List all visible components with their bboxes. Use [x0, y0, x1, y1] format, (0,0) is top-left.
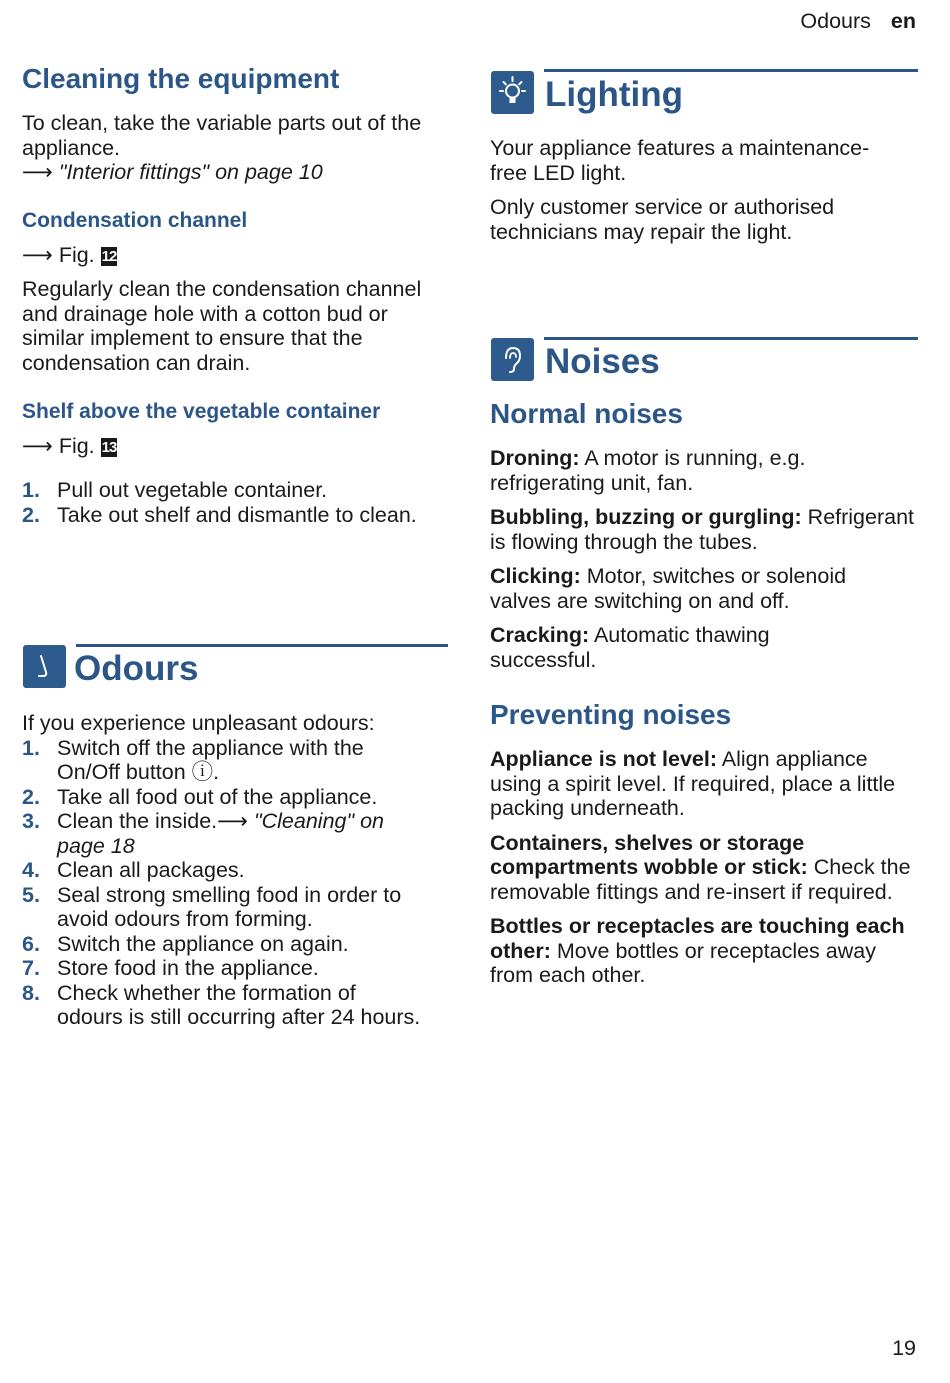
noise-label: Bubbling, buzzing or gurgling:: [490, 505, 802, 529]
step-text: Take all food out of the appliance.: [57, 784, 378, 809]
odours-title: Odours: [74, 649, 199, 688]
header-lang: en: [890, 9, 916, 33]
prevent-text: Align appliance using a spirit level. If required, place a little packing underneath.: [490, 747, 896, 820]
cleaning-ref-line[interactable]: [22, 160, 422, 185]
noises-rule: [544, 337, 918, 340]
step-number: 4.: [22, 858, 40, 882]
arrow-icon: ⟶: [22, 243, 53, 267]
arrow-icon: ⟶: [22, 434, 53, 458]
step-text: Pull out vegetable container.: [57, 478, 328, 502]
step-text: Switch the appliance on again.: [57, 931, 349, 956]
lighting-title: Lighting: [545, 75, 684, 114]
noise-item: [490, 505, 918, 554]
prevent-label: Containers, shelves or storage compartments wobble or stick:: [490, 830, 808, 879]
condensation-title: Condensation channel: [22, 209, 248, 232]
odours-steps: [22, 736, 447, 1030]
normal-noises-title: Normal noises: [490, 398, 683, 429]
list-item: [22, 883, 452, 932]
arrow-icon: ⟶: [22, 160, 53, 184]
normal-noises-body: [490, 446, 918, 682]
odours-body: [22, 711, 447, 1030]
step-number: 3.: [22, 809, 40, 833]
condensation-text: Regularly clean the condensation channel and drainage hole with a cotton bud or similar implement to ensure that the condensation can drain.: [22, 277, 422, 375]
arrow-icon: ⟶: [217, 809, 248, 833]
lighting-text-2: Only customer service or authorised technicians may repair the light.: [490, 195, 835, 244]
fig-label: Fig.: [58, 434, 95, 458]
step-number: 8.: [22, 980, 40, 1005]
list-item: [22, 981, 427, 1030]
list-item: [22, 809, 427, 858]
condensation-fig-ref[interactable]: [22, 243, 117, 268]
noise-item: [490, 564, 900, 613]
noise-text: Motor, switches or solenoid valves are switching on and off.: [490, 564, 847, 613]
step-text: Check whether the formation of odours is still occurring after 24 hours.: [57, 980, 421, 1029]
fig-label: Fig.: [58, 243, 95, 267]
step-text: Seal strong smelling food in order to avoid odours from forming.: [57, 882, 402, 931]
noise-item: [490, 446, 820, 495]
step-number: 1.: [22, 735, 40, 760]
prevent-label: Bottles or receptacles are touching each other:: [490, 914, 905, 963]
prevent-text: Move bottles or receptacles away from each other.: [490, 938, 876, 987]
noise-label: Droning:: [490, 446, 580, 470]
step-number: 2.: [22, 502, 40, 527]
odours-intro: If you experience unpleasant odours:: [22, 711, 375, 735]
step-text: Switch off the appliance with the On/Off button ⓘ.: [57, 735, 364, 784]
cleaning-intro-block: [22, 111, 422, 185]
step-text: Clean all packages.: [57, 858, 245, 882]
cleaning-ref-link[interactable]: "Cleaning" on page 18: [57, 809, 385, 858]
step-text: Store food in the appliance.: [57, 956, 319, 980]
list-item: [22, 785, 447, 810]
lighting-text-1: Your appliance features a maintenance-free LED light.: [490, 136, 870, 185]
list-item: [22, 478, 422, 503]
prevent-item: [490, 914, 915, 988]
step-number: 7.: [22, 956, 40, 980]
cleaning-title: Cleaning the equipment: [22, 63, 340, 94]
fig-number-badge: 12: [101, 248, 117, 265]
preventing-noises-body: [490, 747, 918, 998]
shelf-steps: [22, 478, 422, 527]
step-number: 1.: [22, 478, 40, 502]
lighting-rule: [544, 69, 918, 72]
list-item: [22, 736, 447, 785]
noise-text: Refrigerant is flowing through the tubes.: [490, 505, 915, 554]
header-section: Odours: [800, 9, 871, 33]
prevent-text: Check the removable fittings and re-insert if required.: [490, 855, 911, 904]
page-number: 19: [892, 1336, 916, 1360]
cleaning-intro: To clean, take the variable parts out of the appliance.: [22, 111, 422, 160]
shelf-fig-ref[interactable]: [22, 434, 117, 459]
prevent-label: Appliance is not level:: [490, 747, 717, 771]
lightbulb-icon: [491, 71, 534, 114]
fig-number-badge: 13: [101, 439, 117, 456]
odours-rule: [76, 644, 448, 647]
step-number: 6.: [22, 931, 40, 956]
step-text: Clean the inside.: [57, 809, 218, 833]
cleaning-ref-link[interactable]: "Interior fittings" on page 10: [58, 160, 323, 184]
noise-label: Cracking:: [490, 623, 590, 647]
prevent-item: [490, 747, 915, 821]
running-header: [800, 8, 916, 34]
step-text: Take out shelf and dismantle to clean.: [57, 502, 417, 527]
noise-label: Clicking:: [490, 564, 581, 588]
ear-icon: [491, 338, 534, 381]
prevent-item: [490, 831, 915, 905]
list-item: [22, 503, 422, 528]
list-item: [22, 858, 447, 883]
shelf-title: Shelf above the vegetable container: [22, 400, 381, 423]
noise-text: Automatic thawing successful.: [490, 623, 770, 672]
lighting-body: [490, 136, 890, 254]
list-item: [22, 932, 447, 957]
noises-title: Noises: [545, 342, 660, 381]
noise-text: A motor is running, e.g. refrigerating unit, fan.: [490, 446, 806, 495]
step-number: 5.: [22, 882, 40, 907]
nose-icon: [23, 645, 66, 688]
list-item: [22, 956, 447, 981]
step-number: 2.: [22, 784, 40, 809]
noise-item: [490, 623, 820, 672]
preventing-noises-title: Preventing noises: [490, 699, 732, 730]
